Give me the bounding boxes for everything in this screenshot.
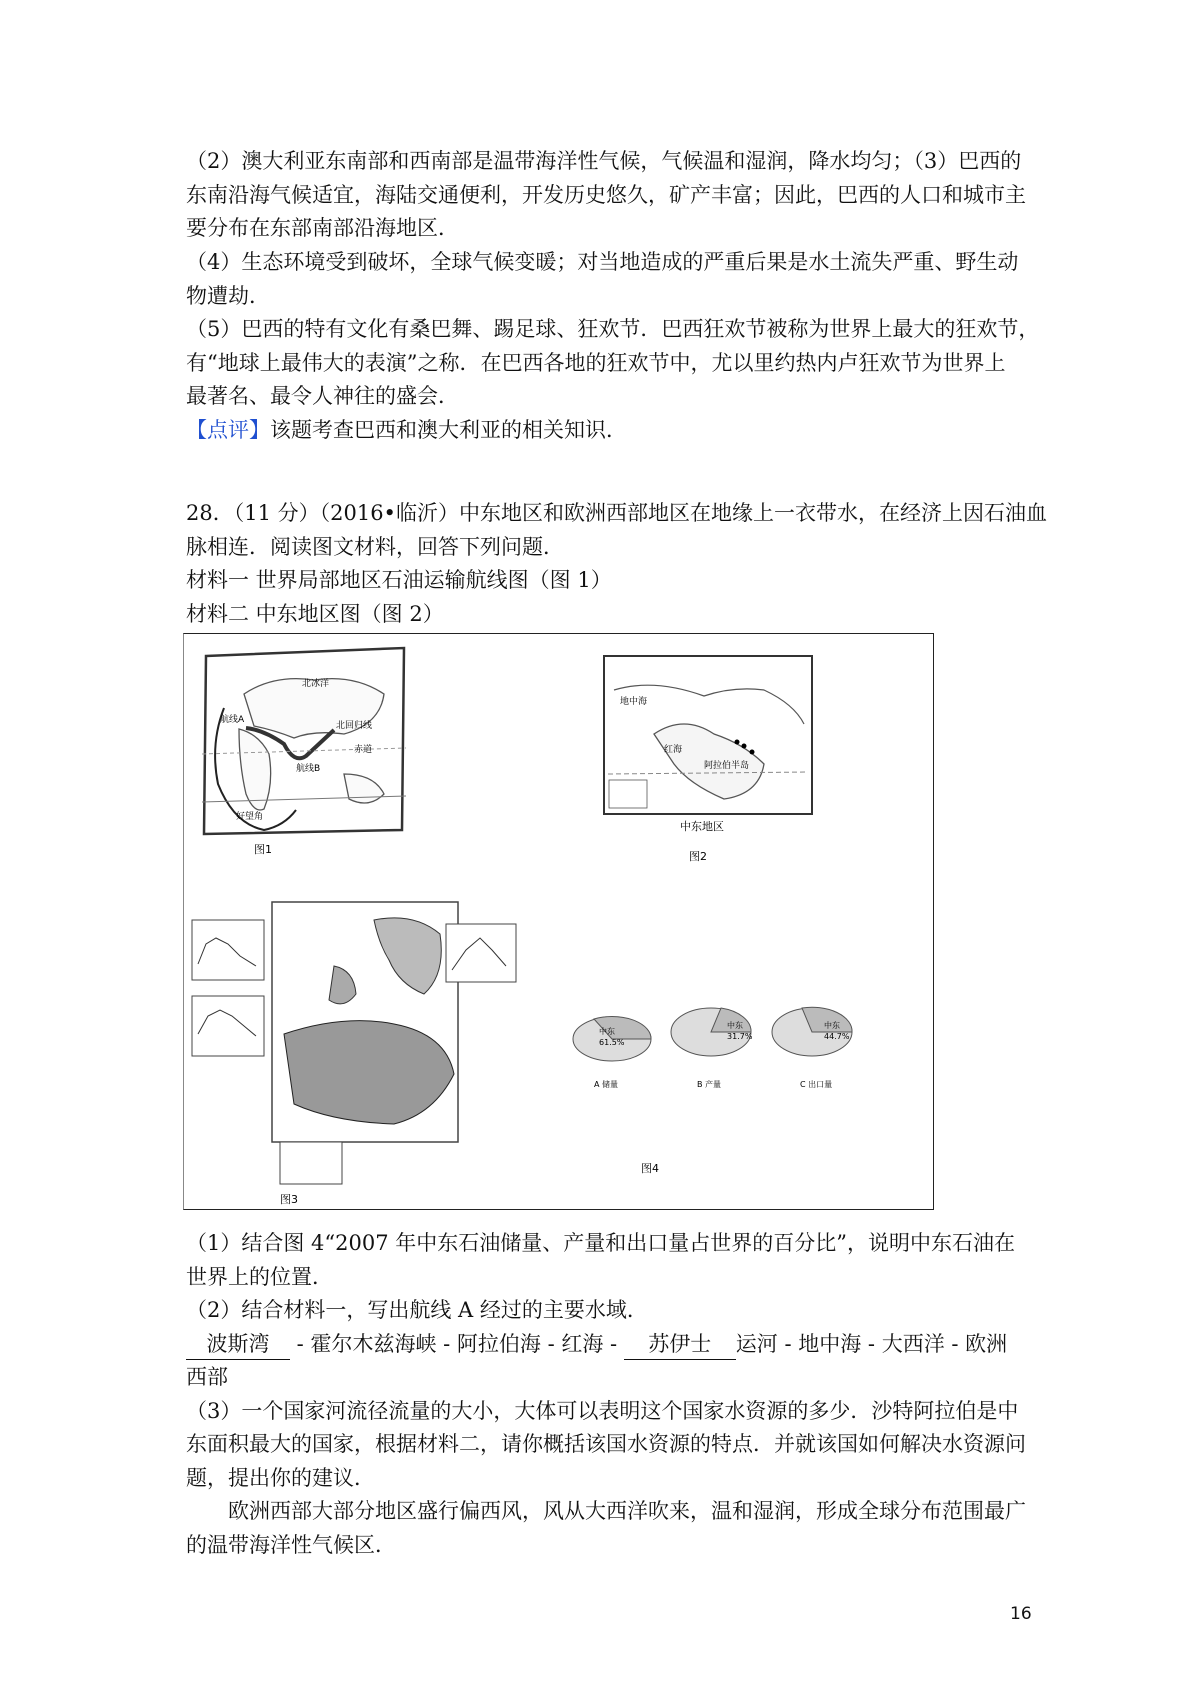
pie-production-value: 31.7% — [727, 1032, 753, 1041]
fig1-world-route-map — [202, 648, 406, 856]
fig2-title: 中东地区 — [680, 820, 724, 833]
fig3-western-europe-map — [192, 902, 516, 1206]
question-28-sub-1-2: （1）结合图 4“2007 年中东石油储量、产量和出口量占世界的百分比”，说明中东石油在 世界上的位置． （2）结合材料一，写出航线 A 经过的主要水域． 波斯湾 - 霍尔木兹海峡 - 阿拉伯海 - 红海 - 苏伊士 运河 - 地中海 - 大西洋 - 欧洲 西部 （3）一个国家河流径流量的大小，大体可以表明这个国家水资源的多少．沙特阿拉伯是中 东面积最大的国家，根据材料二，请你概括该国水资源的特点．并就该国如何解决水资源问 题，提出你的建议． 欧洲西部大部分地区盛行偏西风，风从大西洋吹来，温和湿润，形成全球分布范围最广 的温带海洋性气候区． — [186, 1231, 1026, 1557]
fig2-label-mediterranean: 地中海 — [620, 697, 648, 707]
pie-reserves-value: 61.5% — [599, 1038, 625, 1047]
material-1: 材料一 世界局部地区石油运输航线图（图 1） — [186, 568, 612, 592]
pie-exports-label: 中东 — [824, 1021, 840, 1030]
comment — [186, 414, 1026, 448]
fig2-caption: 图2 — [689, 850, 707, 863]
fig1-label-cape: 好望角 — [236, 812, 264, 822]
figure-drawing — [184, 634, 933, 1209]
fig2-middle-east-map — [604, 656, 812, 863]
pie-production-caption: B 产量 — [697, 1080, 722, 1089]
fig1-label-route-b: 航线B — [296, 764, 321, 774]
answer-blank-2: 苏伊士 — [624, 1329, 736, 1360]
fig2-label-arabian-peninsula: 阿拉伯半岛 — [704, 761, 750, 771]
fig3-caption: 图3 — [280, 1193, 298, 1206]
fig1-label-equator: 赤道 — [354, 745, 373, 755]
fig4-pie-charts — [573, 1007, 852, 1175]
pie-reserves-label: 中东 — [599, 1027, 615, 1036]
fig2-label-red-sea: 红海 — [664, 745, 683, 755]
answer-5: （5）巴西的特有文化有桑巴舞、踢足球、狂欢节．巴西狂欢节被称为世界上最大的狂欢节， 有“地球上最伟大的表演”之称．在巴西各地的狂欢节中，尤以里约热内卢狂欢节为世界上 最著名、最令人神往的盛会． — [186, 317, 1040, 408]
pie-production-label: 中东 — [727, 1021, 743, 1030]
comment-tag: 【点评】 — [186, 418, 270, 442]
page-number: 16 — [1010, 1604, 1032, 1624]
pie-exports-value: 44.7% — [824, 1032, 850, 1041]
answer-2-3: （2）澳大利亚东南部和西南部是温带海洋性气候，气候温和湿润，降水均匀；（3）巴西的 东南沿海气候适宜，海陆交通便利，开发历史悠久，矿产丰富；因此，巴西的人口和城市主 要分布在东部南部沿海地区． — [186, 149, 1026, 240]
answer-4: （4）生态环境受到破坏，全球气候变暖；对当地造成的严重后果是水土流失严重、野生动 物遭劫． — [186, 250, 1019, 308]
fig1-label-route-a: 航线A — [220, 715, 245, 725]
fig1-label-tropic-of-cancer: 北回归线 — [336, 721, 373, 731]
fig4-caption: 图4 — [641, 1162, 659, 1175]
pie-reserves-caption: A 储量 — [594, 1080, 619, 1089]
answer-blank-1: 波斯湾 — [186, 1329, 290, 1360]
fig1-caption: 图1 — [254, 843, 272, 856]
pie-exports — [772, 1007, 852, 1089]
pie-production — [671, 1008, 753, 1089]
explanation-paragraph: 欧洲西部大部分地区盛行偏西风，风从大西洋吹来，温和湿润，形成全球分布范围最广 — [228, 1499, 1026, 1523]
pie-reserves — [573, 1017, 651, 1089]
comment-text: 该题考查巴西和澳大利亚的相关知识． — [270, 418, 627, 442]
answer-route-a: 波斯湾 - 霍尔木兹海峡 - 阿拉伯海 - 红海 - 苏伊士 运河 - 地中海 - 大西洋 - 欧洲 — [186, 1328, 1026, 1362]
material-2: 材料二 中东地区图（图 2） — [186, 601, 444, 626]
question-28-stem: 28．（11 分）（2016•临沂）中东地区和欧洲西部地区在地缘上一衣带水，在经济上因石油血 脉相连．阅读图文材料，回答下列问题． 材料一 世界局部地区石油运输航线图（图 1） 材料二 中东地区图（图 2） — [186, 497, 1026, 665]
pie-exports-caption: C 出口量 — [800, 1080, 833, 1089]
materials-figure — [183, 633, 934, 1210]
fig1-label-arctic-ocean: 北冰洋 — [302, 679, 330, 689]
